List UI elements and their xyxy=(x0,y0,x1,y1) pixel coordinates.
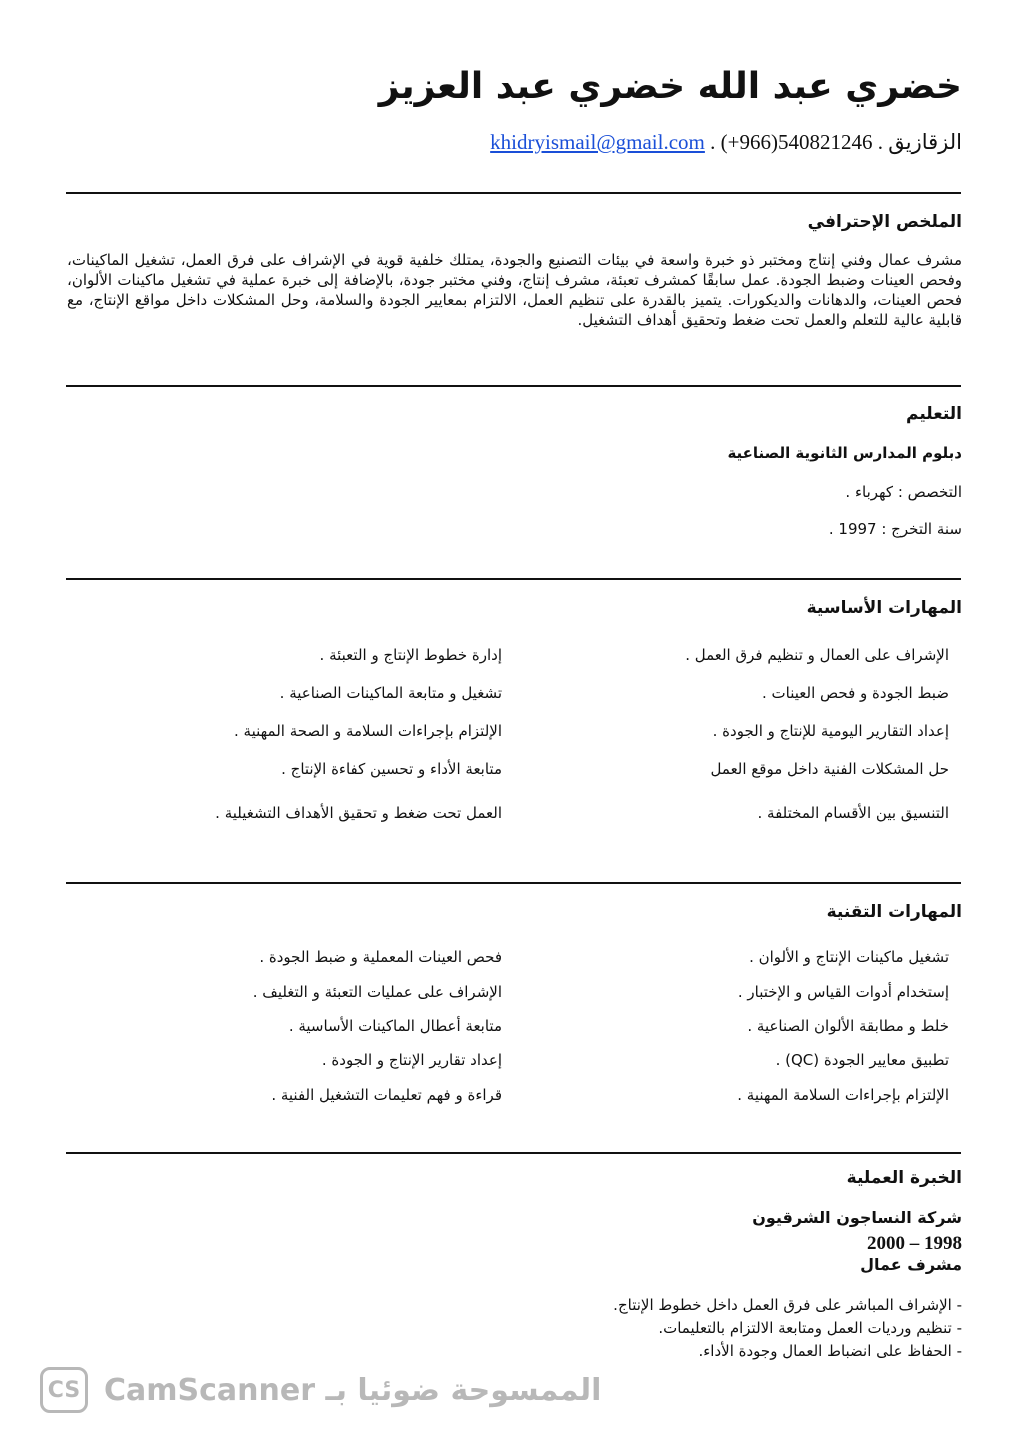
experience-duty: - الحفاظ على انضباط العمال وجودة الأداء. xyxy=(698,1342,962,1360)
education-major: التخصص : كهرباء . xyxy=(845,483,962,501)
skill-item: فحص العينات المعملية و ضبط الجودة . xyxy=(259,948,502,966)
skill-item: متابعة أعطال الماكينات الأساسية . xyxy=(288,1017,502,1035)
skill-item: تشغيل ماكينات الإنتاج و الألوان . xyxy=(749,948,949,966)
summary-title: الملخص الإحترافي xyxy=(807,212,962,232)
camscanner-watermark xyxy=(40,1364,601,1416)
city: الزقازيق xyxy=(888,130,962,154)
contact-separator: . xyxy=(710,130,716,154)
education-degree: دبلوم المدارس الثانوية الصناعية xyxy=(727,444,962,462)
phone-number: (+966)540821246 xyxy=(720,130,873,154)
skill-item: إعداد التقارير اليومية للإنتاج و الجودة . xyxy=(712,722,949,740)
skill-item: ضبط الجودة و فحص العينات . xyxy=(761,684,949,702)
skill-item: إعداد تقارير الإنتاج و الجودة . xyxy=(321,1051,502,1069)
skill-item: قراءة و فهم تعليمات التشغيل الفنية . xyxy=(271,1086,502,1104)
skill-item: الإلتزام بإجراءات السلامة المهنية . xyxy=(737,1086,949,1104)
experience-duty: - تنظيم ورديات العمل ومتابعة الالتزام بالتعليمات. xyxy=(658,1319,962,1337)
section-divider xyxy=(66,882,961,884)
education-title: التعليم xyxy=(906,404,962,424)
candidate-name: خضري عبد الله خضري عبد العزيز xyxy=(378,66,962,107)
section-divider xyxy=(66,1152,961,1154)
experience-title: الخبرة العملية xyxy=(846,1168,962,1188)
skill-item: إدارة خطوط الإنتاج و التعبئة . xyxy=(319,646,502,664)
education-year: سنة التخرج : 1997 . xyxy=(828,520,962,538)
experience-role: مشرف عمال xyxy=(860,1255,962,1274)
skill-item: الإشراف على العمال و تنظيم فرق العمل . xyxy=(685,646,949,664)
section-divider xyxy=(66,192,961,194)
section-divider xyxy=(66,578,961,580)
skill-item: متابعة الأداء و تحسين كفاءة الإنتاج . xyxy=(281,760,502,778)
skill-item: خلط و مطابقة الألوان الصناعية . xyxy=(747,1017,949,1035)
skill-item: حل المشكلات الفنية داخل موقع العمل xyxy=(710,760,949,778)
contact-line xyxy=(490,130,962,155)
summary-text: مشرف عمال وفني إنتاج ومختبر ذو خبرة واسعة في بيئات التصنيع والجودة، يمتلك خلفية قوية في الإشراف على فرق العمل، تشغيل الماكينات، وفحص العينات وضبط الجودة. عمل سابقًا كمشرف تعبئة، مشرف إنتاج، وفني مختبر جودة، بالإضافة إلى خبرة عملية في تشغيل ماكينات الألوان، فحص العينات، والدهانات والديكورات. يتميز بالقدرة على تنظيم العمل، الالتزام بمعايير الجودة والسلامة، وحل المشكلات داخل مواقع الإنتاج، مع قابلية عالية للتعلم والعمل تحت ضغط وتحقيق أهداف التشغيل. xyxy=(67,251,962,329)
section-divider xyxy=(66,385,961,387)
contact-separator: . xyxy=(877,130,883,154)
core-skills-title: المهارات الأساسية xyxy=(806,598,962,618)
skill-item: تشغيل و متابعة الماكينات الصناعية . xyxy=(279,684,502,702)
experience-company: شركة النساجون الشرقيون xyxy=(752,1208,962,1227)
experience-duty: - الإشراف المباشر على فرق العمل داخل خطوط الإنتاج. xyxy=(613,1296,962,1314)
skill-item: تطبيق معايير الجودة (QC) . xyxy=(775,1051,949,1069)
skill-item: إستخدام أدوات القياس و الإختبار . xyxy=(737,983,949,1001)
skill-item: الإلتزام بإجراءات السلامة و الصحة المهنية . xyxy=(233,722,502,740)
email-link[interactable]: khidryismail@gmail.com xyxy=(490,130,705,154)
tech-skills-title: المهارات التقنية xyxy=(826,902,962,922)
watermark-text: CamScanner الممسوحة ضوئيا بـ xyxy=(104,1372,602,1408)
skill-item: العمل تحت ضغط و تحقيق الأهداف التشغيلية . xyxy=(215,804,502,822)
skill-item: التنسيق بين الأقسام المختلفة . xyxy=(757,804,949,822)
skill-item: الإشراف على عمليات التعبئة و التغليف . xyxy=(252,983,502,1001)
camscanner-logo-icon: CS xyxy=(40,1367,88,1413)
experience-years: 2000 – 1998 xyxy=(867,1233,962,1254)
